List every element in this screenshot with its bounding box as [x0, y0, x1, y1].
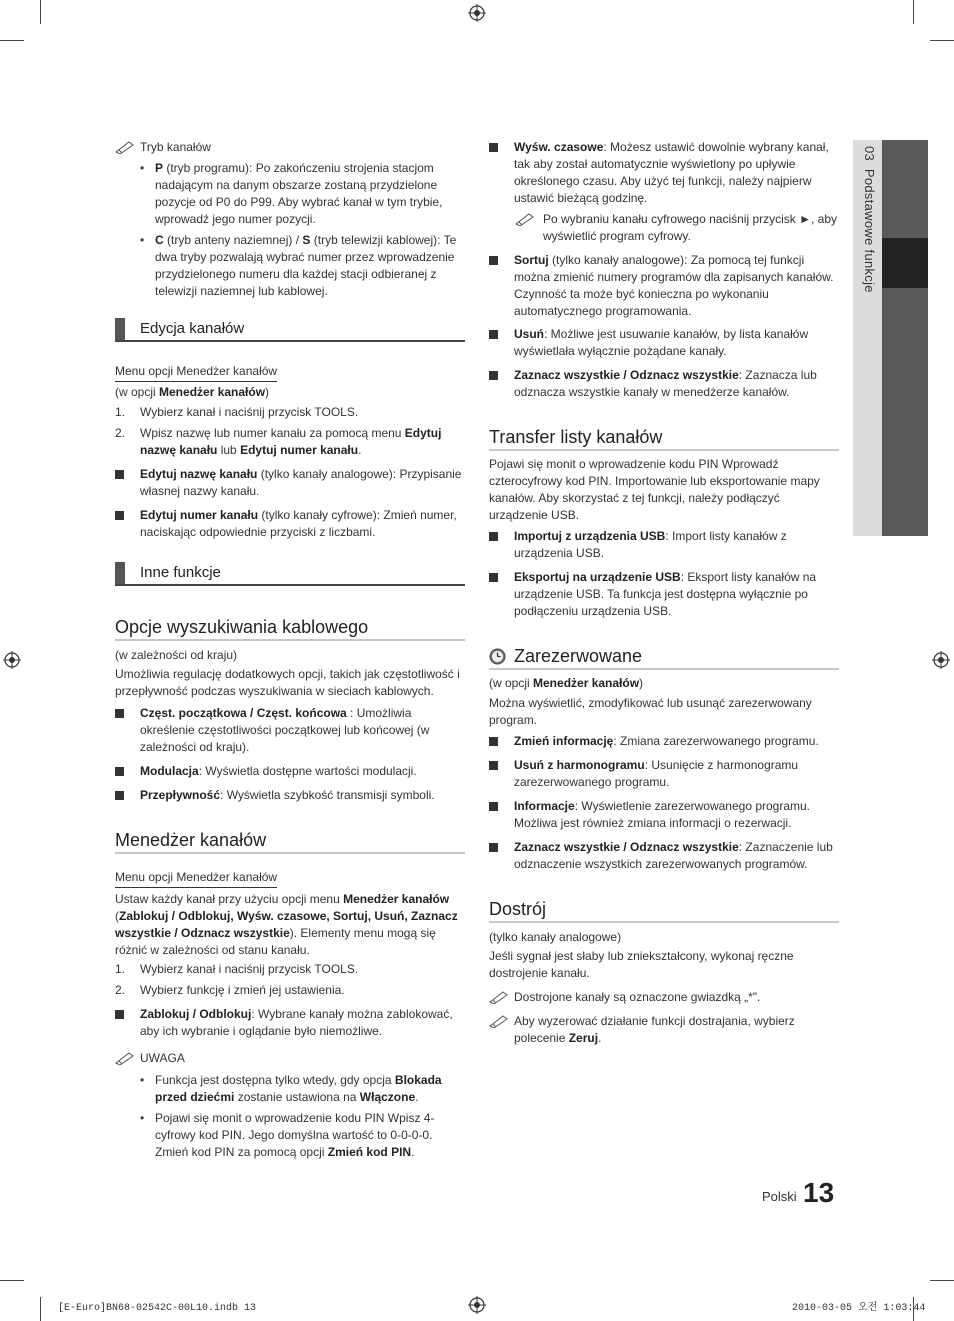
- note-text: UWAGA: [140, 1051, 185, 1065]
- square-bullet: [489, 737, 498, 746]
- bold-term: S: [302, 233, 311, 247]
- text: Ustaw każdy kanał przy użyciu opcji menu: [115, 892, 344, 906]
- text: Pojawi się monit o wprowadzenie kodu PIN Wpisz 4-cyfrowy kod PIN. Jego domyślna wartość to 0-0-0-0. Zmień kod PIN za pomocą opcji: [155, 1111, 435, 1159]
- bold-term: Importuj z urządzenia USB: [514, 529, 666, 543]
- text: : Możesz ustawić dowolnie wybrany kanał, tak aby został automatycznie wyświetlony po upływie określonego czasu. Aby użyć tej funkcji, należy najpierw ustawić bieżącą godzinę.: [514, 140, 829, 205]
- crop-mark: [0, 1280, 24, 1281]
- step-text: Wybierz kanał i naciśnij przycisk TOOLS.: [140, 962, 359, 976]
- item-wysw-czasowe: [489, 139, 839, 207]
- text: (tylko kanały analogowe): Za pomocą tej funkcji można zmienić numery programów dla zapisanych kanałów. Czynność ta może być konieczna po wykonaniu automatycznego programowania.: [514, 253, 834, 318]
- text: : Zaznaczenie lub odznaczenie wszystkich zarezerwowanych programów.: [514, 840, 833, 871]
- square-bullet: [489, 532, 498, 541]
- clock-icon: [489, 648, 506, 665]
- text: Wpisz nazwę lub numer kanału za pomocą menu: [140, 426, 405, 440]
- square-bullet: [115, 767, 124, 776]
- text: Funkcja jest dostępna tylko wtedy, gdy opcja: [155, 1073, 395, 1087]
- bold-term: Sortuj: [514, 253, 549, 267]
- heading-transfer: Transfer listy kanałów: [489, 427, 663, 447]
- heading-rule: [115, 639, 465, 641]
- chapter-name: Podstawowe funkcje: [862, 168, 877, 293]
- bold-term: Menedżer kanałów: [343, 892, 450, 906]
- step-number: 2.: [115, 983, 126, 997]
- text: (w opcji: [115, 385, 160, 399]
- bullet-c: [115, 232, 465, 300]
- description: [115, 891, 465, 959]
- square-bullet: [489, 573, 498, 582]
- item-modulacja: [115, 763, 465, 780]
- note-uwaga: [115, 1050, 465, 1067]
- step-2: [115, 425, 465, 459]
- step-text: Wybierz kanał i naciśnij przycisk TOOLS.: [140, 405, 359, 419]
- bold-term: Blokada przed dziećmi: [155, 1073, 442, 1104]
- text: .: [358, 443, 362, 457]
- crop-mark: [930, 40, 954, 41]
- note-tryb: [115, 139, 465, 156]
- note-pencil-icon: [115, 140, 137, 154]
- note-pencil-icon: [489, 1014, 511, 1028]
- bold-term: Edytuj nazwę kanału: [140, 467, 258, 481]
- section-inne: [115, 562, 465, 586]
- step-number: 2.: [115, 426, 126, 440]
- note-dostroj-1: [489, 989, 839, 1006]
- text: .: [598, 1031, 602, 1045]
- bullet-dot: •: [140, 233, 145, 247]
- item-zmien-info: [489, 733, 839, 750]
- registration-mark-icon: [468, 1296, 486, 1314]
- heading-rule: [489, 921, 839, 923]
- text: : Import listy kanałów z urządzenia USB.: [514, 529, 787, 560]
- text: (tylko kanały analogowe): Przypisanie własnej nazwy kanału.: [140, 467, 462, 498]
- item-eksportuj: [489, 569, 839, 620]
- bold-term: Zmień kod PIN: [327, 1145, 412, 1159]
- page-number: 13: [803, 1177, 835, 1208]
- square-bullet: [115, 470, 124, 479]
- text: zostanie ustawiona na: [234, 1090, 360, 1104]
- bullet-dot: •: [140, 1073, 145, 1087]
- bold-term: Zaznacz wszystkie / Odznacz wszystkie: [514, 840, 739, 854]
- crop-mark: [40, 1297, 41, 1321]
- text: : Eksport listy kanałów na urządzenie USB. Ta funkcja jest dostępna wyłącznie po podłączeniu urządzenia USB.: [514, 570, 817, 618]
- text: (: [115, 909, 119, 923]
- bold-term: Informacje: [514, 799, 575, 813]
- text: : Usunięcie z harmonogramu zarezerwowanego programu.: [514, 758, 799, 789]
- crop-mark: [913, 0, 914, 24]
- item-sortuj: [489, 252, 839, 320]
- note-text: Dostrojone kanały są oznaczone gwiazdką „*".: [514, 990, 761, 1004]
- bold-term: Menedżer kanałów: [533, 676, 640, 690]
- description: Pojawi się monit o wprowadzenie kodu PIN Wprowadź czterocyfrowy kod PIN. Importowanie lub eksportowanie mapy kanałów. Aby skorzystać z tej funkcji, należy podłączyć urządzenie USB.: [489, 457, 820, 522]
- square-bullet: [489, 843, 498, 852]
- item-importuj: [489, 528, 839, 562]
- text: : Zmiana zarezerwowanego programu.: [613, 734, 819, 748]
- bullet-text: (tryb anteny naziemnej) /: [163, 233, 303, 247]
- menu-path-label: Menu opcji Menedżer kanałów: [115, 869, 277, 888]
- section-title: Inne funkcje: [140, 564, 221, 581]
- chapter-label: [858, 146, 878, 346]
- condition-note: (tylko kanały analogowe): [489, 930, 622, 944]
- text: (w opcji: [489, 676, 534, 690]
- text: ). Elementy menu mogą się różnić w zależności od stanu kanału.: [115, 926, 436, 957]
- square-bullet: [115, 511, 124, 520]
- note-dostroj-2: [489, 1013, 839, 1047]
- note-wysw: [489, 211, 839, 245]
- note-text: Po wybraniu kanału cyfrowego naciśnij przycisk ►, aby wyświetlić program cyfrowy.: [543, 212, 838, 243]
- crop-mark: [0, 40, 24, 41]
- text: : Umożliwia określenie częstotliwości początkowej lub końcowej (w zależności od kraju).: [140, 706, 430, 754]
- square-bullet: [115, 709, 124, 718]
- bold-term: Eksportuj na urządzenie USB: [514, 570, 681, 584]
- note-text: Tryb kanałów: [140, 140, 211, 154]
- bold-term: Zablokuj / Odblokuj, Wyśw. czasowe, Sortuj, Usuń, Zaznacz wszystkie / Odznacz wszystkie: [115, 909, 458, 940]
- option-path: [489, 675, 839, 692]
- text: .: [415, 1090, 419, 1104]
- bullet-dot: •: [140, 1111, 145, 1125]
- heading-rule: [489, 449, 839, 451]
- heading-zarezerwowane: [489, 645, 839, 667]
- bullet-dot: •: [140, 161, 145, 175]
- square-bullet: [489, 256, 498, 265]
- crop-mark: [40, 0, 41, 24]
- square-bullet: [489, 802, 498, 811]
- registration-mark-icon: [3, 651, 21, 669]
- text: : Wyświetlenie zarezerwowanego programu. Możliwa jest również zmiana informacji o rezerwacji.: [514, 799, 811, 830]
- text: : Wyświetla dostępne wartości modulacji.: [198, 764, 417, 778]
- item-zaznacz: [489, 367, 839, 401]
- bold-term: Usuń z harmonogramu: [514, 758, 645, 772]
- heading-menedzer: Menedżer kanałów: [115, 830, 267, 850]
- bold-term: P: [155, 161, 164, 175]
- text: : Wyświetla szybkość transmisji symboli.: [220, 788, 435, 802]
- bold-term: Częst. początkowa / Częst. końcowa: [140, 706, 347, 720]
- item-usun-harm: [489, 757, 839, 791]
- bullet-uwaga-1: [115, 1072, 465, 1106]
- option-path: [115, 384, 465, 401]
- bold-term: C: [155, 233, 164, 247]
- square-bullet: [115, 791, 124, 800]
- text: : Wybrane kanały można zablokować, aby ich wybranie i oglądanie było niemożliwe.: [140, 1007, 453, 1038]
- bold-term: Zaznacz wszystkie / Odznacz wszystkie: [514, 368, 739, 382]
- chapter-number: 03: [862, 146, 877, 162]
- bullet-p: [115, 160, 465, 228]
- description: Można wyświetlić, zmodyfikować lub usunąć zarezerwowany program.: [489, 696, 812, 727]
- text: Aby wyzerować działanie funkcji dostrajania, wybierz polecenie: [514, 1014, 795, 1045]
- footer-date: 2010-03-05 오전 1:03:44: [792, 1303, 926, 1314]
- bullet-text: (tryb programu): Po zakończeniu strojenia stacjom nadającym na danym obszarze zostaną przydzielone pozycje od P0 do P99. Aby wybrać kanał w tym trybie, wprowadź jego numer pozycji.: [155, 161, 443, 226]
- text: : Zaznacza lub odznacza wszystkie kanały w menedżerze kanałów.: [514, 368, 817, 399]
- step-text: Wybierz funkcję i zmień jej ustawienia.: [140, 983, 345, 997]
- bold-term: Modulacja: [140, 764, 199, 778]
- section-bar: [115, 318, 125, 340]
- square-bullet: [115, 1010, 124, 1019]
- item-przeplywnosc: [115, 787, 465, 804]
- bold-term: Edytuj numer kanału: [140, 508, 259, 522]
- text: (tylko kanały cyfrowe): Zmień numer, naciskając odpowiednie przyciski z liczbami.: [140, 508, 457, 539]
- text: : Możliwe jest usuwanie kanałów, by lista kanałów wyświetlała wyłącznie pożądane kanały.: [514, 327, 809, 358]
- item-edytuj-nazwe: [115, 466, 465, 500]
- bold-term: Wyśw. czasowe: [514, 140, 604, 154]
- chapter-tab-dark: [882, 140, 928, 536]
- bold-term: Zablokuj / Odblokuj: [140, 1007, 252, 1021]
- square-bullet: [489, 330, 498, 339]
- footer-filename: [E-Euro]BN68-02542C-00L10.indb 13: [58, 1303, 257, 1314]
- item-zablokuj: [115, 1006, 465, 1040]
- heading-text: Zarezerwowane: [514, 646, 643, 666]
- chapter-tab-marker: [882, 238, 928, 288]
- note-pencil-icon: [515, 212, 537, 226]
- bold-term: Zmień informację: [514, 734, 614, 748]
- step-1: [115, 404, 465, 421]
- description: Jeśli sygnał jest słaby lub zniekształcony, wykonaj ręczne dostrojenie kanału.: [489, 949, 794, 980]
- square-bullet: [489, 143, 498, 152]
- item-usun: [489, 326, 839, 360]
- text: ): [265, 385, 270, 399]
- heading-rule: [489, 668, 839, 670]
- step-number: 1.: [115, 405, 126, 419]
- bold-term: Edytuj numer kanału: [240, 443, 359, 457]
- crop-mark: [930, 1280, 954, 1281]
- page-language: Polski: [762, 1189, 797, 1204]
- section-edycja: [115, 318, 465, 342]
- step-2: [115, 982, 465, 999]
- bold-term: Włączone: [359, 1090, 416, 1104]
- section-bar: [115, 562, 125, 584]
- item-zaznacz-2: [489, 839, 839, 873]
- text: lub: [217, 443, 241, 457]
- text: ): [639, 676, 644, 690]
- bold-term: Menedżer kanałów: [159, 385, 266, 399]
- menu-path-label: Menu opcji Menedżer kanałów: [115, 363, 277, 382]
- bold-term: Edytuj nazwę kanału: [140, 426, 442, 457]
- heading-opcje: Opcje wyszukiwania kablowego: [115, 617, 369, 637]
- square-bullet: [489, 371, 498, 380]
- bullet-text: (tryb telewizji kablowej): Te dwa tryby pozwalają wybrać numer przez wprowadzenie przydzielonego numeru dla każdej stacji odbieranej z telewizji naziemnej lub kablowej.: [155, 233, 457, 298]
- step-1: [115, 961, 465, 978]
- registration-mark-icon: [932, 651, 950, 669]
- bold-term: Zeruj: [568, 1031, 599, 1045]
- condition-note: (w zależności od kraju): [115, 648, 238, 662]
- registration-mark-icon: [468, 4, 486, 22]
- description: Umożliwia regulację dodatkowych opcji, takich jak częstotliwość i przepływność podczas wyszukiwania w sieciach kablowych.: [115, 667, 460, 698]
- square-bullet: [489, 761, 498, 770]
- text: .: [411, 1145, 415, 1159]
- bullet-uwaga-2: [115, 1110, 465, 1161]
- heading-rule: [115, 852, 465, 854]
- note-pencil-icon: [115, 1051, 137, 1065]
- note-pencil-icon: [489, 990, 511, 1004]
- item-informacje: [489, 798, 839, 832]
- bold-term: Przepływność: [140, 788, 221, 802]
- step-number: 1.: [115, 962, 126, 976]
- item-edytuj-numer: [115, 507, 465, 541]
- section-title: Edycja kanałów: [140, 320, 245, 337]
- bold-term: Usuń: [514, 327, 544, 341]
- item-czest: [115, 705, 465, 756]
- heading-dostroj: Dostrój: [489, 899, 547, 919]
